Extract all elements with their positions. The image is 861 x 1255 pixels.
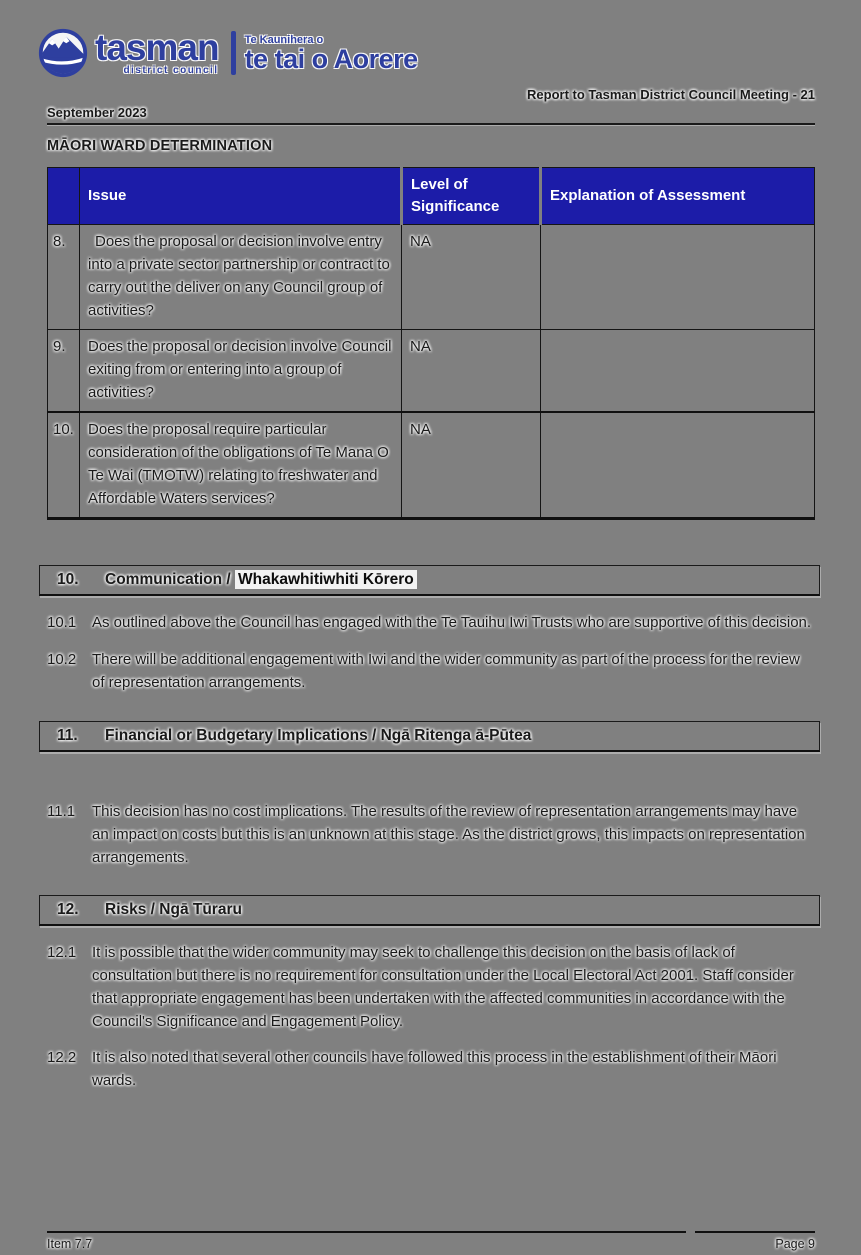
council-logo	[0, 0, 861, 80]
paragraph-number: 11.1	[47, 803, 76, 820]
paragraph-number: 10.1	[47, 614, 77, 631]
highlighted-title-text: Whakawhitiwhiti Kōrero	[235, 570, 417, 589]
section-number: 12.	[57, 901, 79, 918]
section-heading-communication	[39, 565, 820, 596]
section-number: 10.	[57, 571, 79, 588]
significance-assessment-table	[47, 167, 815, 520]
col-header-level: Level of Significance	[402, 168, 541, 225]
page-footer	[47, 1231, 815, 1251]
paragraph-number: 12.2	[47, 1049, 77, 1066]
paragraph	[47, 648, 815, 694]
page-title: MĀORI WARD DETERMINATION	[47, 138, 273, 154]
table-row	[48, 330, 815, 413]
row-number: 9.	[48, 330, 80, 413]
report-header-line1: Report to Tasman District Council Meeting - 21	[527, 87, 815, 102]
row-issue: Does the proposal require particular consideration of the obligations of Te Mana O Te Wai (TMOTW) relating to freshwater and Affordable Waters services?	[80, 412, 402, 519]
footer-gap	[686, 1231, 695, 1251]
section-title: Risks / Ngā Tūraru	[105, 901, 242, 918]
footer-page-number: Page 9	[695, 1231, 815, 1251]
paragraph	[47, 1046, 815, 1092]
row-level: NA	[402, 330, 541, 413]
logo-wordmark-maori	[245, 34, 418, 73]
row-number: 10.	[48, 412, 80, 519]
paragraph-number: 12.1	[47, 944, 77, 961]
table-header-row	[48, 168, 815, 225]
paragraph-text: This decision has no cost implications. The results of the review of representation arrangements may have an impact on costs but this is an unknown at this stage. As the district grows, this impacts on representation arrangements.	[92, 803, 805, 866]
row-explanation	[541, 225, 815, 330]
row-level: NA	[402, 412, 541, 519]
row-explanation	[541, 412, 815, 519]
row-explanation	[541, 330, 815, 413]
section-heading-financial	[39, 721, 820, 752]
row-number: 8.	[48, 225, 80, 330]
section-heading-risks	[39, 895, 820, 926]
header-rule	[47, 123, 815, 125]
logo-tasman-text: tasman	[95, 26, 219, 68]
logo-divider-bar	[231, 31, 236, 75]
col-header-explanation: Explanation of Assessment	[541, 168, 815, 225]
report-header-line2: September 2023	[47, 105, 147, 120]
logo-wordmark-en	[95, 26, 219, 76]
logo-te-kaunihera-text: Te Kaunihera o	[244, 33, 324, 46]
paragraph	[47, 941, 815, 1033]
row-issue: Does the proposal or decision involve Council exiting from or entering into a group of activities?	[80, 330, 402, 413]
paragraph-number: 10.2	[47, 651, 77, 668]
paragraph	[47, 800, 815, 869]
col-header-number	[48, 168, 80, 225]
col-header-issue: Issue	[80, 168, 402, 225]
section-title: Communication / Whakawhitiwhiti Kōrero	[105, 571, 417, 589]
paragraph	[47, 611, 815, 634]
footer-item-number: Item 7.7	[47, 1231, 686, 1251]
paragraph-text: It is also noted that several other councils have followed this process in the establishment of their Māori wards.	[92, 1049, 777, 1089]
paragraph-text: There will be additional engagement with Iwi and the wider community as part of the process for the review of representation arrangements.	[92, 651, 800, 691]
section-number: 11.	[57, 727, 78, 744]
section-title: Financial or Budgetary Implications / Ngā Ritenga ā-Pūtea	[105, 727, 532, 744]
paragraph-text: It is possible that the wider community may seek to challenge this decision on the basis of lack of consultation but there is no requirement for consultation under the Local Electoral Act 2001. Staff consider that appropriate engagement has been undertaken with the affected communities in accordance with the Council's Significance and Engagement Policy.	[92, 944, 794, 1030]
logo-te-tai-o-aorere-text: te tai o Aorere	[244, 43, 418, 74]
paragraph-text: As outlined above the Council has engaged with the Te Tauihu Iwi Trusts who are supportive of this decision.	[92, 614, 812, 631]
row-level: NA	[402, 225, 541, 330]
tasman-mountains-icon	[37, 27, 89, 79]
table-row	[48, 412, 815, 519]
logo-district-council-text: district council	[123, 64, 219, 76]
row-issue: Does the proposal or decision involve entry into a private sector partnership or contract to carry out the deliver on any Council group of activities?	[80, 225, 402, 330]
table-row	[48, 225, 815, 330]
